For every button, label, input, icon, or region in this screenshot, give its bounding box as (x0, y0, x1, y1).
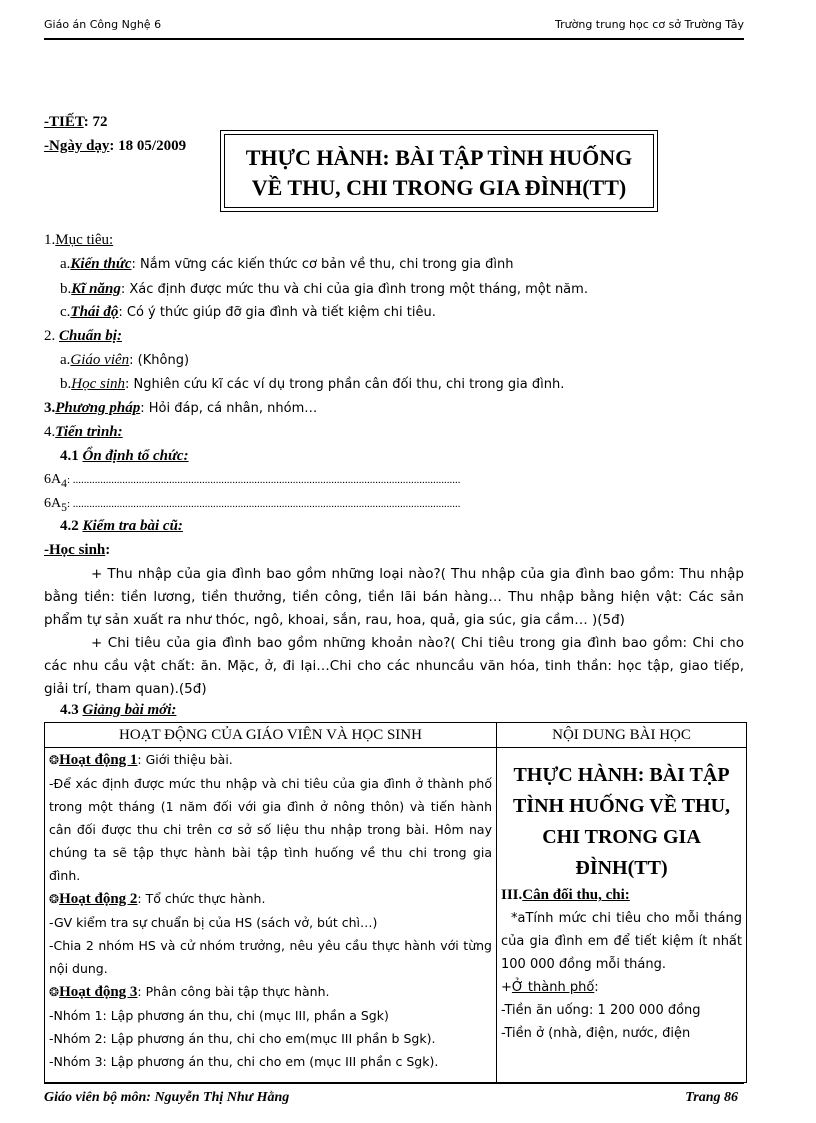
c-text: : Có ý thức giúp đỡ gia đình và tiết kiệm chi tiêu. (118, 305, 436, 320)
class-6a4-line (44, 472, 461, 490)
b-label: Kĩ năng (71, 281, 121, 297)
bullet-icon: ❂ (49, 892, 60, 906)
s3-num: 3. (44, 400, 56, 416)
question-1: + Thu nhập của gia đình bao gồm những loại nào?( Thu nhập của gia đình bao gồm: Thu nhập bằng tiền: tiền lương, tiền thưởng, tiền công, tiền lãi bán hàng… Thu nhập bằng hiện vật: Các sản phẩm tự sản xuất ra như thóc, ngô, khoai, sắn, rau, hoa, quả, gia súc, gia cầm… )(5đ) (44, 566, 744, 628)
class1-a: 6A (44, 472, 62, 487)
lesson-table (44, 722, 747, 1083)
objective-knowledge (60, 256, 513, 273)
class1-dots: : ............................................................................................................................................. (66, 474, 461, 486)
c-prefix: c. (60, 304, 71, 320)
s2-num: 2. (44, 328, 56, 344)
activity-2-heading (49, 887, 492, 911)
s3-text: : Hỏi đáp, cá nhân, nhóm… (140, 401, 318, 416)
iii-prefix: III. (501, 887, 523, 903)
activity-1-heading (49, 748, 492, 772)
question-2: + Chi tiêu của gia đình bao gồm những khoản nào?( Chi tiêu trong gia đình bao gồm: Chi cho các nhu cầu vật chất: ăn. Mặc, ở, đi lại…Chi cho các nhuncầu văn hóa, tinh thần: học tập, giao tiếp, giải trí, tham quan).(5đ) (44, 635, 744, 697)
hs2-colon: : (105, 542, 111, 558)
hd3-text: : Phân công bài tập thực hành. (137, 984, 330, 999)
hs-label: Học sinh (71, 376, 125, 392)
ngay-label: -Ngày dạy (44, 138, 110, 154)
c-label: Thái độ (70, 304, 119, 320)
a-label: Kiến thức (70, 256, 132, 272)
s4-num: 4. (44, 424, 56, 440)
gv-text: : (Không) (129, 353, 190, 368)
hs-prefix: b. (60, 376, 72, 392)
s3-label: Phương pháp (55, 400, 141, 416)
hd2-text: : Tổ chức thực hành. (137, 891, 266, 906)
section-iii-heading (501, 884, 742, 907)
a-prefix: a. (60, 256, 71, 272)
activity-3-line-1: -Nhóm 1: Lập phương án thu, chi (mục III, phần a Sgk) (49, 1008, 389, 1023)
s43-num: 4.3 (60, 702, 79, 718)
hd2-label: Hoạt động 2 (59, 891, 138, 907)
city-heading (501, 976, 742, 999)
footer-left: Giáo viên bộ môn: Nguyễn Thị Như Hằng (44, 1090, 290, 1105)
section-1-heading (44, 232, 113, 249)
section-4-1-heading (60, 448, 189, 465)
table-row (45, 748, 747, 1083)
col-header-activities: HOẠT ĐỘNG CỦA GIÁO VIÊN VÀ HỌC SINH (45, 723, 497, 748)
class1-sub: 4 (61, 476, 67, 490)
bullet-icon: ❂ (49, 985, 60, 999)
tiet-value: : 72 (83, 114, 108, 130)
class2-sub: 5 (61, 500, 67, 514)
header-right: Trường trung học cơ sở Trường Tây (555, 18, 744, 31)
section-4-3-heading (60, 702, 176, 719)
objective-attitude (60, 304, 436, 321)
hd1-text: : Giới thiệu bài. (137, 752, 233, 767)
s4-label: Tiến trình: (55, 424, 123, 440)
activity-2-line-1: -GV kiểm tra sự chuẩn bị của HS (sách vở, bút chì…) (49, 915, 378, 930)
footer-right: Trang 86 (685, 1090, 738, 1105)
table-header-row (45, 723, 747, 748)
class-6a5-line (44, 496, 461, 514)
class2-a: 6A (44, 496, 62, 511)
s42-label: Kiểm tra bài cũ: (82, 518, 183, 534)
bullet-icon: ❂ (49, 753, 60, 767)
class2-dots: : ............................................................................................................................................. (66, 498, 461, 510)
content-title: THỰC HÀNH: BÀI TẬP TÌNH HUỐNG VỀ THU, CHI TRONG GIA ĐÌNH(TT) (512, 764, 731, 879)
content-task-a: *aTính mức chi tiêu cho mỗi tháng của gia đình em để tiết kiệm ít nhất 100 000 đồng mỗi tháng. (501, 911, 742, 972)
hs-text: : Nghiên cứu kĩ các ví dụ trong phần cân đối thu, chi trong gia đình. (125, 377, 565, 392)
content-housing-cost: -Tiền ở (nhà, điện, nước, điện (501, 1026, 691, 1041)
b-text: : Xác định được mức thu và chi của gia đình trong một tháng, một năm. (120, 282, 588, 297)
activity-3-line-3: -Nhóm 3: Lập phương án thu, chi cho em (mục III phần c Sgk). (49, 1054, 439, 1069)
header-left: Giáo án Công Nghệ 6 (44, 18, 162, 31)
tiet-line (44, 114, 107, 131)
activity-3-line-2: -Nhóm 2: Lập phương án thu, chi cho em(mục III phần b Sgk). (49, 1031, 436, 1046)
activity-3-heading (49, 980, 492, 1004)
s43-label: Giảng bài mới: (82, 702, 177, 718)
student-label-line (44, 542, 110, 559)
section-3-heading (44, 400, 317, 417)
title-line-1: THỰC HÀNH: BÀI TẬP TÌNH HUỐNG (245, 145, 633, 170)
city-prefix: + (501, 980, 512, 995)
activity-2-line-2: -Chia 2 nhóm HS và cử nhóm trưởng, nêu yêu cầu thực hành với từng nội dung. (49, 938, 492, 976)
page-header (44, 14, 744, 40)
s1-label: Mục tiêu: (55, 232, 114, 248)
s2-label: Chuẩn bị: (59, 328, 122, 344)
b-prefix: b. (60, 281, 72, 297)
section-2-heading (44, 328, 122, 345)
gv-label: Giáo viên (70, 352, 130, 368)
tiet-label: -TIẾT (44, 114, 84, 130)
section-4-2-heading (60, 518, 183, 535)
iii-label: Cân đối thu, chi: (522, 887, 630, 903)
page-footer (44, 1082, 744, 1105)
s41-num: 4.1 (60, 448, 79, 464)
hd1-label: Hoạt động 1 (59, 752, 138, 768)
s41-label: Ổn định tổ chức: (82, 448, 189, 464)
objective-skill (60, 281, 588, 298)
title-box (220, 130, 658, 212)
a-text: : Nắm vững các kiến thức cơ bản về thu, chi trong gia đình (131, 257, 514, 272)
hs2-label: -Học sinh (44, 542, 106, 558)
activities-cell (45, 748, 497, 1083)
content-food-cost: -Tiền ăn uống: 1 200 000 đồng (501, 1003, 701, 1018)
activity-1-body: -Để xác định được mức thu nhập và chi tiêu của gia đình ở thành phố trong một tháng (1 năm đối với gia đình ở nông thôn) và tiến hành cân đối được thu chi trên cơ sở số liệu thu nhập trong bài. Hôm nay chúng ta sẽ tập thực hành bài tập tình huống về thu chi trong gia đình. (49, 776, 492, 883)
city-label: Ở thành phố (511, 980, 595, 995)
ngay-line (44, 138, 186, 155)
section-4-heading (44, 424, 123, 441)
ngay-value: : 18 05/2009 (109, 138, 187, 154)
s1-num: 1. (44, 232, 56, 248)
city-colon: : (594, 980, 599, 995)
prep-teacher (60, 352, 189, 369)
hd3-label: Hoạt động 3 (59, 984, 138, 1000)
title-line-2: VỀ THU, CHI TRONG GIA ĐÌNH(TT) (251, 175, 627, 200)
content-cell (497, 748, 747, 1083)
s42-num: 4.2 (60, 518, 79, 534)
prep-student (60, 376, 564, 393)
gv-prefix: a. (60, 352, 71, 368)
col-header-content: NỘI DUNG BÀI HỌC (497, 723, 747, 748)
